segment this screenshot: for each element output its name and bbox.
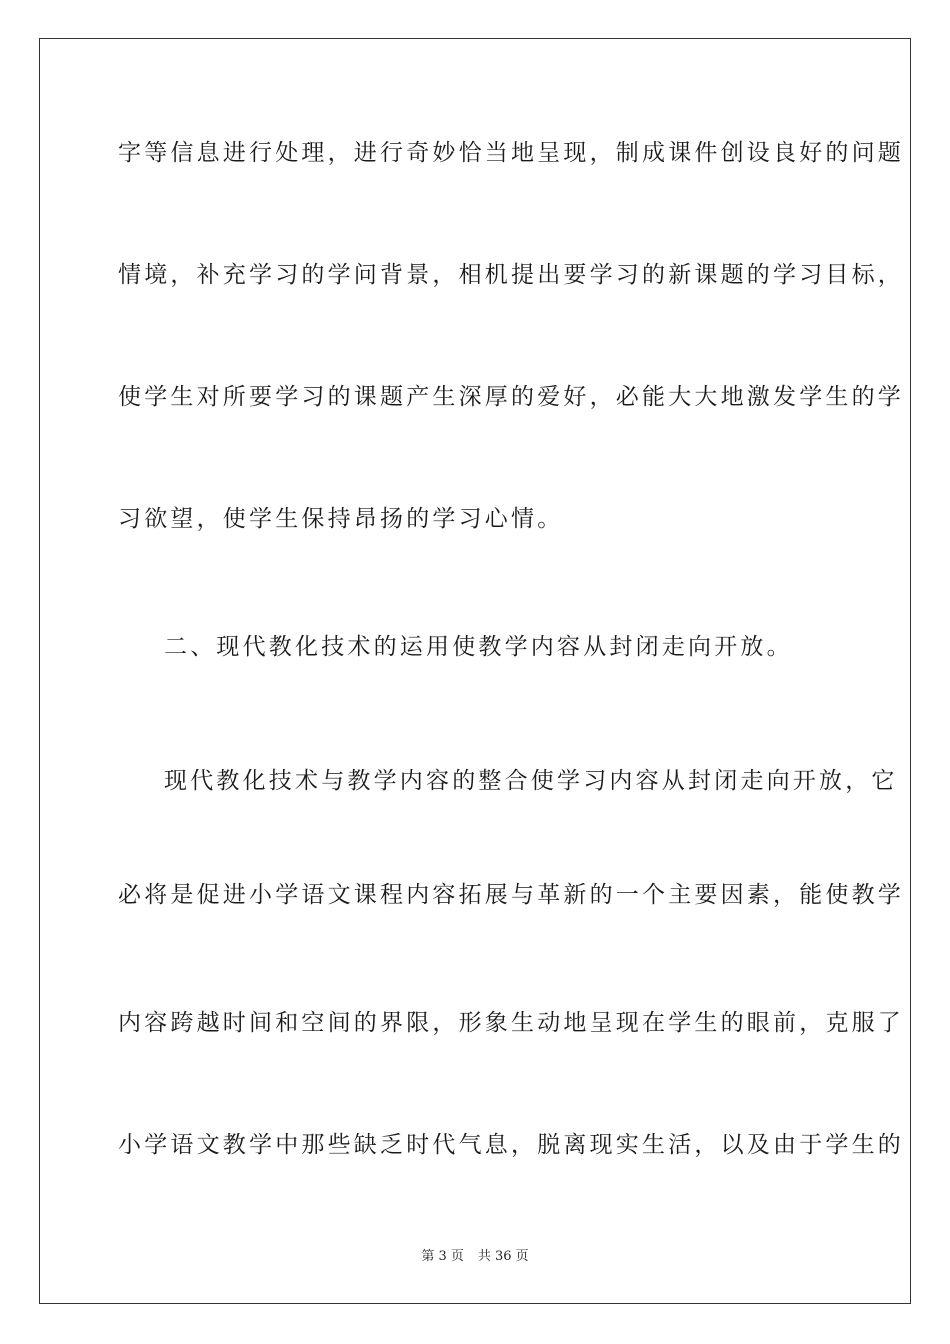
page-footer (0, 1249, 950, 1265)
page-total: 共 36 页 (477, 1249, 529, 1264)
body-line-2: 情境，补充学习的学问背景，相机提出要学习的新课题的学习目标， (118, 262, 904, 288)
body-line-1: 字等信息进行处理，进行奇妙恰当地呈现，制成课件创设良好的问题 (118, 140, 904, 166)
body-line-4: 习欲望，使学生保持昂扬的学习心情。 (118, 506, 564, 532)
body-line-9: 小学语文教学中那些缺乏时代气息，脱离现实生活，以及由于学生的 (118, 1132, 904, 1158)
page-number: 第 3 页 (421, 1249, 464, 1264)
body-line-8: 内容跨越时间和空间的界限，形象生动地呈现在学生的眼前，克服了 (118, 1010, 904, 1036)
body-line-3: 使学生对所要学习的课题产生深厚的爱好，必能大大地激发学生的学 (118, 384, 904, 410)
body-line-6: 现代教化技术与教学内容的整合使学习内容从封闭走向开放，它 (164, 768, 898, 794)
section-heading: 二、现代教化技术的运用使教学内容从封闭走向开放。 (164, 634, 793, 660)
page-frame (39, 38, 911, 1304)
body-line-7: 必将是促进小学语文课程内容拓展与革新的一个主要因素，能使教学 (118, 882, 904, 908)
